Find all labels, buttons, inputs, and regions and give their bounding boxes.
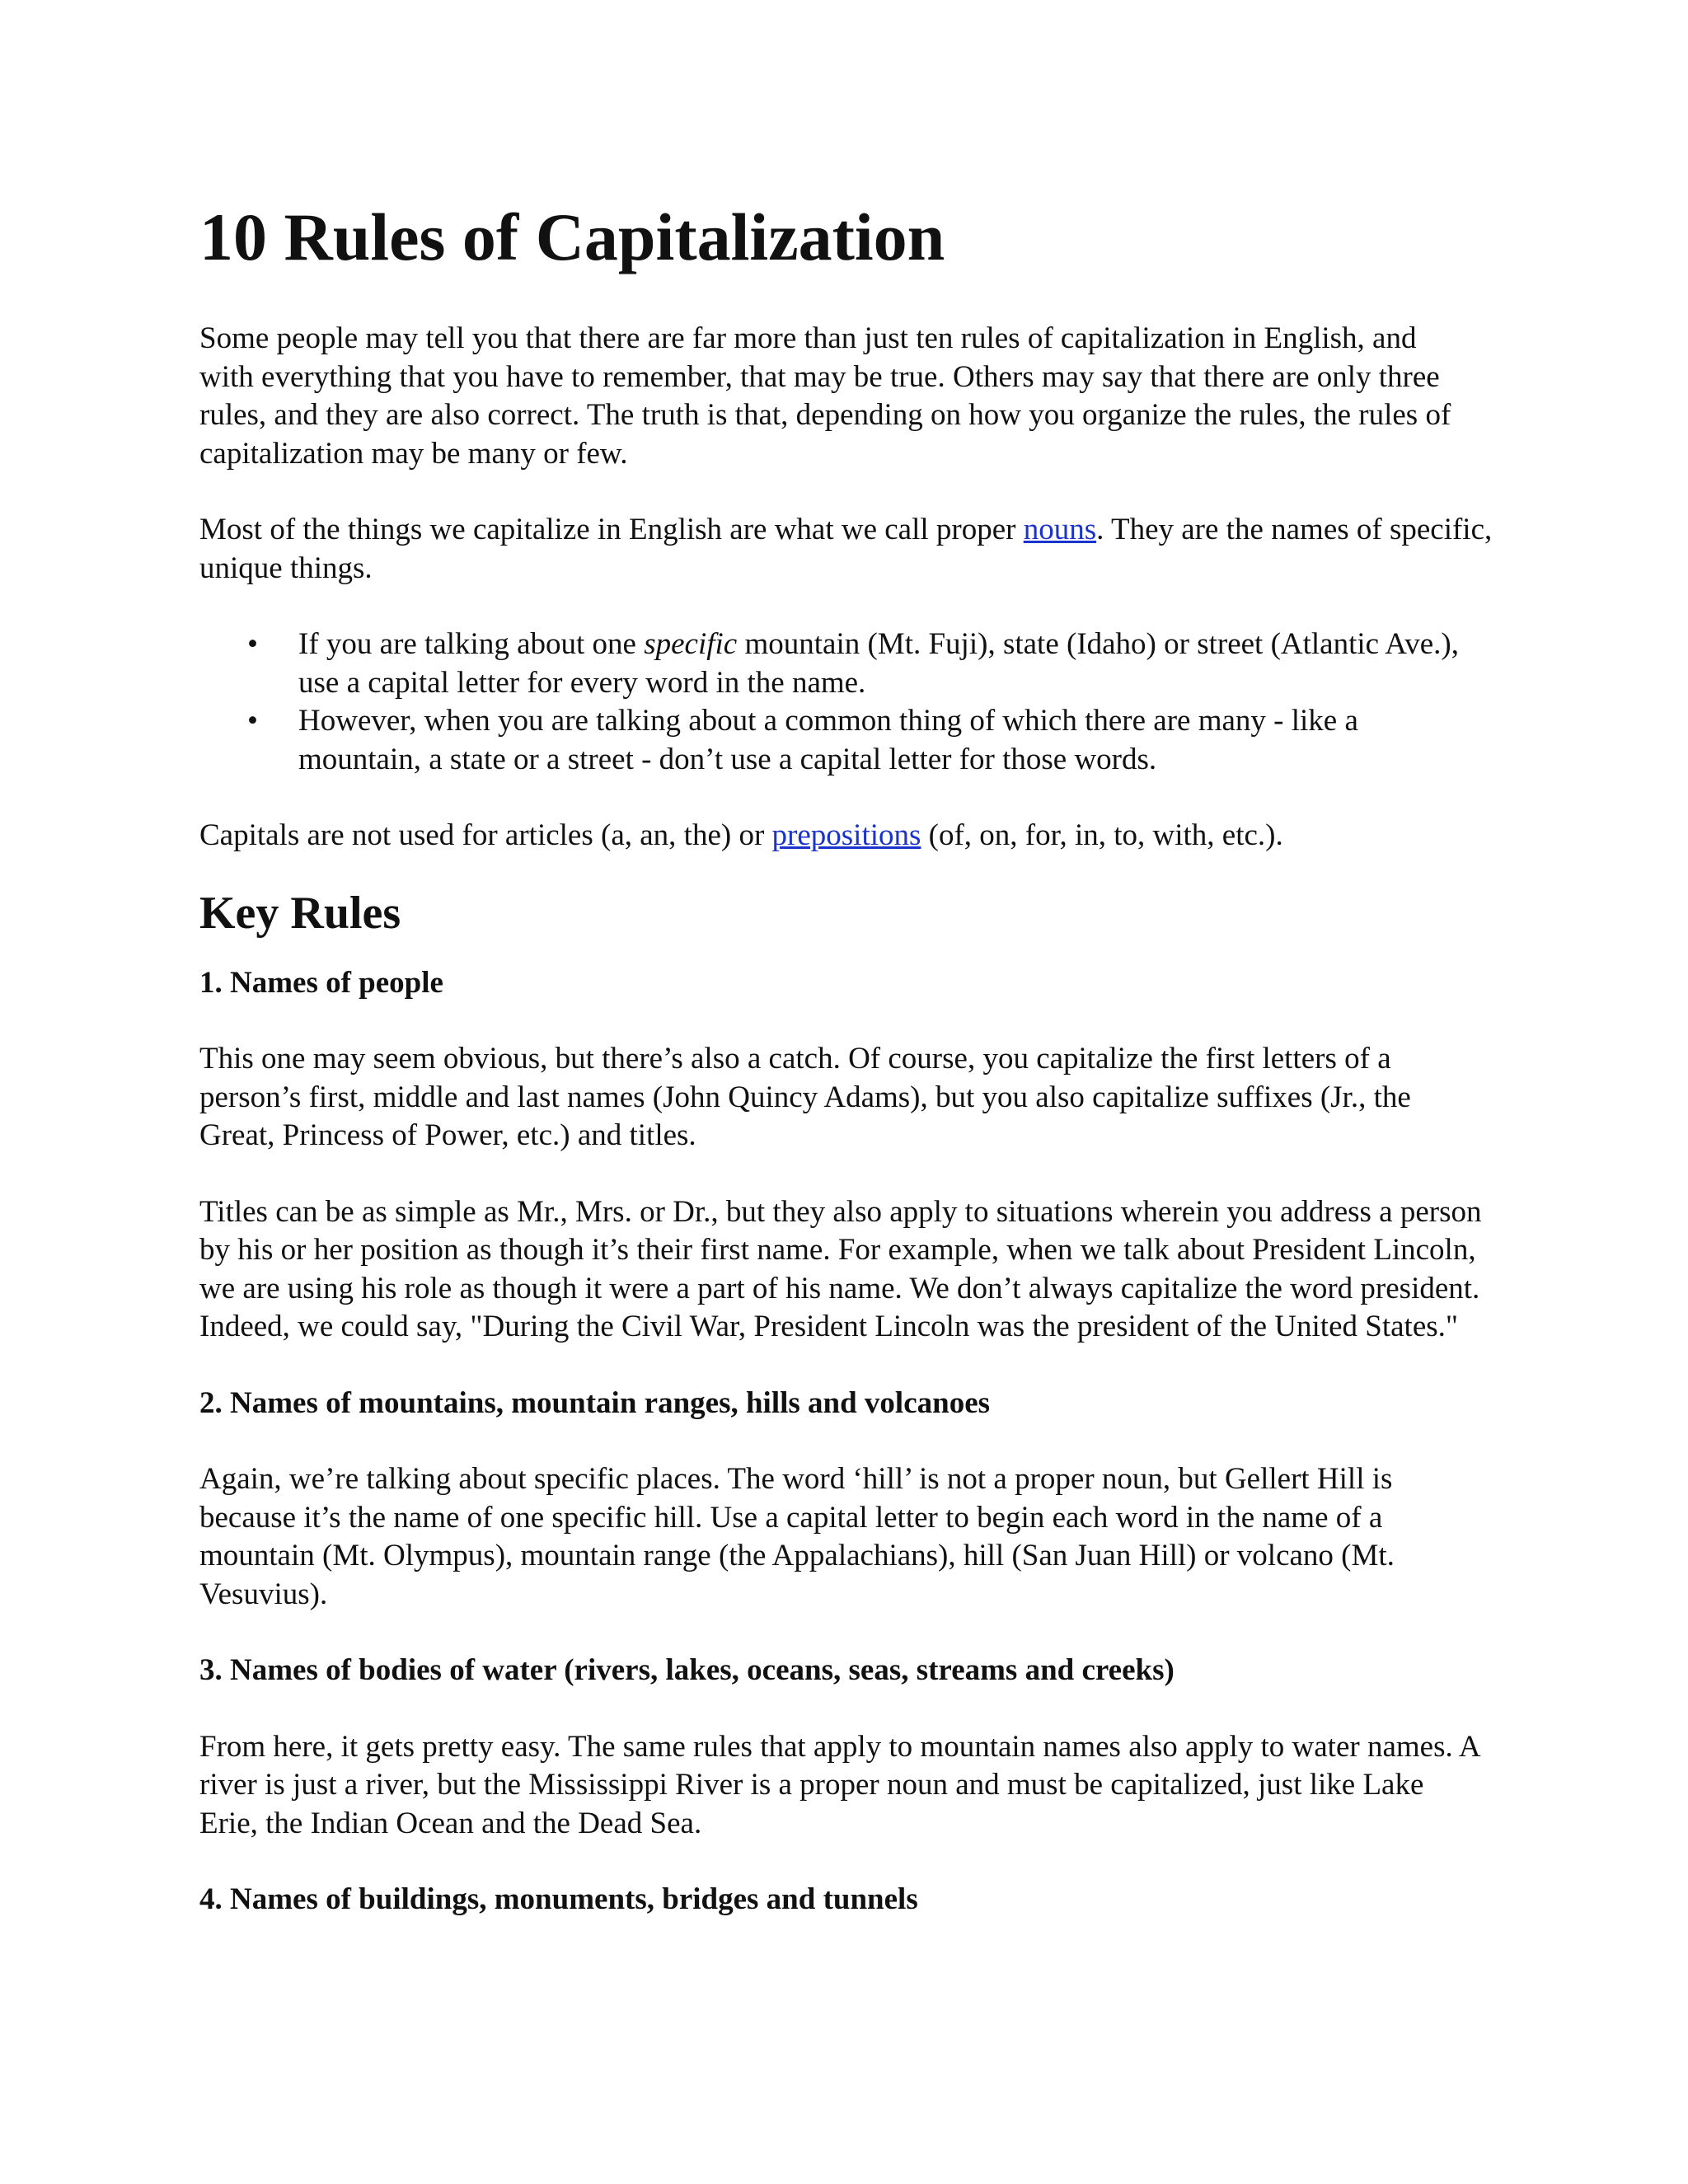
rule-1-paragraph-1: This one may seem obvious, but there’s also a catch. Of course, you capitalize the first letters of a person’s first, middle and last names (John Quincy Adams), but you also capitalize suffixes (Jr., the Great, Princess of Power, etc.) and titles. (199, 1042, 1411, 1152)
page-title: 10 Rules of Capitalization (199, 199, 945, 274)
bullet-1-text-b: mountain (Mt. Fuji), state (Idaho) or street (Atlantic Ave.), use a capital letter for every word in the name. (298, 627, 1460, 700)
intro-paragraph-2-text-b: . They are the names of specific, unique things. (199, 513, 1493, 585)
prepositions-link[interactable]: prepositions (771, 818, 921, 852)
bullet-1-text-a: If you are talking about one (298, 627, 645, 661)
bullet-list (199, 626, 1473, 779)
intro-paragraph-2 (199, 511, 1502, 588)
rule-3-paragraph-1: From here, it gets pretty easy. The same rules that apply to mountain names also apply to water names. A river is just a river, but the Mississippi River is a proper noun and must be capitalized, just like Lake Erie, the Indian Ocean and the Dead Sea. (199, 1729, 1479, 1840)
bullet-1-emphasis: specific (644, 627, 738, 661)
document-page (199, 190, 1502, 1919)
rule-3-heading: 3. Names of bodies of water (rivers, lakes, oceans, seas, streams and creeks) (199, 1653, 1175, 1687)
bullet-item-common: • However, when you are talking about a common thing of which there are many - like a mountain, a state or a street - don’t use a capital letter for those words. (199, 702, 1473, 779)
bullet-item-specific (199, 626, 1473, 702)
intro-paragraph-2-text-a: Most of the things we capitalize in English are what we call proper (199, 513, 1024, 546)
nouns-link[interactable]: nouns (1023, 513, 1097, 546)
rule-2-heading: 2. Names of mountains, mountain ranges, hills and volcanoes (199, 1385, 991, 1420)
intro-paragraph-3-text-a: Capitals are not used for articles (a, an, the) or (199, 818, 772, 852)
intro-paragraph-1: Some people may tell you that there are far more than just ten rules of capitalization in English, and with everything that you have to remember, that may be true. Others may say that there are only three rules, and they are also correct. The truth is that, depending on how you organize the rules, the rules of capitalization may be many or few. (199, 321, 1451, 471)
rule-4-heading: 4. Names of buildings, monuments, bridges and tunnels (199, 1882, 918, 1916)
key-rules-heading: Key Rules (199, 887, 401, 939)
rule-2-paragraph-1: Again, we’re talking about specific places. The word ‘hill’ is not a proper noun, but Gellert Hill is because it’s the name of one specific hill. Use a capital letter to begin each word in the name of a mountain (Mt. Olympus), mountain range (the Appalachians), hill (San Juan Hill) or volcano (Mt. Vesuvius). (199, 1462, 1395, 1611)
intro-paragraph-3-text-b: (of, on, for, in, to, with, etc.). (921, 818, 1283, 852)
intro-paragraph-3 (199, 817, 1502, 855)
rule-1-heading: 1. Names of people (199, 965, 443, 1000)
rule-1-paragraph-2: Titles can be as simple as Mr., Mrs. or Dr., but they also apply to situations wherein you address a person by his or her position as though it’s their first name. For example, when we talk about President Lincoln, we are using his role as though it were a part of his name. We don’t always capitalize the word president. Indeed, we could say, "During the Civil War, President Lincoln was the president of the United States." (199, 1194, 1482, 1343)
